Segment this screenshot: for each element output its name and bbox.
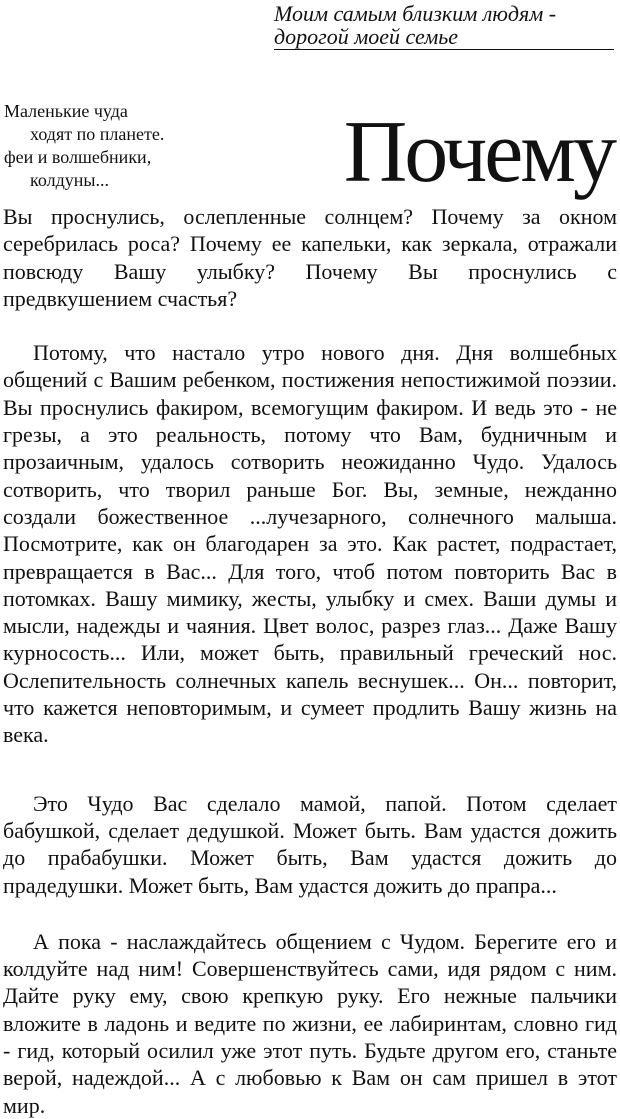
dedication-line-1: Моим самым близким людям -: [274, 1, 557, 26]
dedication-line-2: дорогой моей семье: [274, 25, 614, 50]
epigraph: [4, 100, 244, 192]
paragraph: Потому, что настало утро нового дня. Дня волшебных общений с Вашим ребенком, постижения непостижимой поэзии. Вы проснулись факиром, всемогущим факиром. И ведь это - не грезы, а это реальность, потому что Вам, будничным и прозаичным, удалось сотворить неожиданно Чудо. Удалось сотворить, что творил раньше Бог. Вы, земные, нежданно создали божественное ...лучезарного, солнечного малыша. Посмотрите, как он благодарен за это. Как растет, подрастает, превращается в Вас... Для того, чтоб потом повторить Вас в потомках. Вашу мимику, жесты, улыбку и смех. Ваши думы и мысли, надежды и чаяния. Цвет волос, разрез глаз... Даже Вашу курносость... Или, может быть, правильный греческий нос. Ослепительность солнечных капель веснушек... Он... повторит, что кажется неповторимым, и сумеет продлить Вашу жизнь на века.: [3, 340, 617, 748]
body-text: [3, 203, 617, 1119]
epigraph-line: колдуны...: [30, 170, 109, 190]
paragraph: Вы проснулись, ослепленные солнцем? Почему за окном серебрилась роса? Почему ее капельки, как зеркала, отражали повсюду Вашу улыбку? Почему Вы проснулись с предвкушением счастья?: [3, 204, 617, 311]
page-title: Почему: [343, 104, 614, 201]
epigraph-line: ходят по планете.: [30, 124, 165, 144]
epigraph-line: Маленькие чуда: [4, 101, 128, 121]
paragraph: А пока - наслаждайтесь общением с Чудом. Берегите его и колдуйте над ним! Совершенствуйтесь сами, идя рядом с ним. Дайте руку ему, свою крепкую руку. Его нежные пальчики вложите в ладонь и ведите по жизни, ее лабиринтам, словно гид - гид, который осилил уже этот путь. Будьте другом его, станьте верой, надеждой... А с любовью к Вам он сам пришел в этот мир.: [3, 928, 617, 1118]
dedication: [274, 2, 614, 50]
paragraph: Это Чудо Вас сделало мамой, папой. Потом сделает бабушкой, сделает дедушкой. Может быть. Вам удастся дожить до прабабушки. Может быть, Вам удастся дожить до прадедушки. Может быть, Вам удастся дожить до прапра...: [3, 790, 617, 898]
epigraph-line: феи и волшебники,: [4, 147, 152, 167]
